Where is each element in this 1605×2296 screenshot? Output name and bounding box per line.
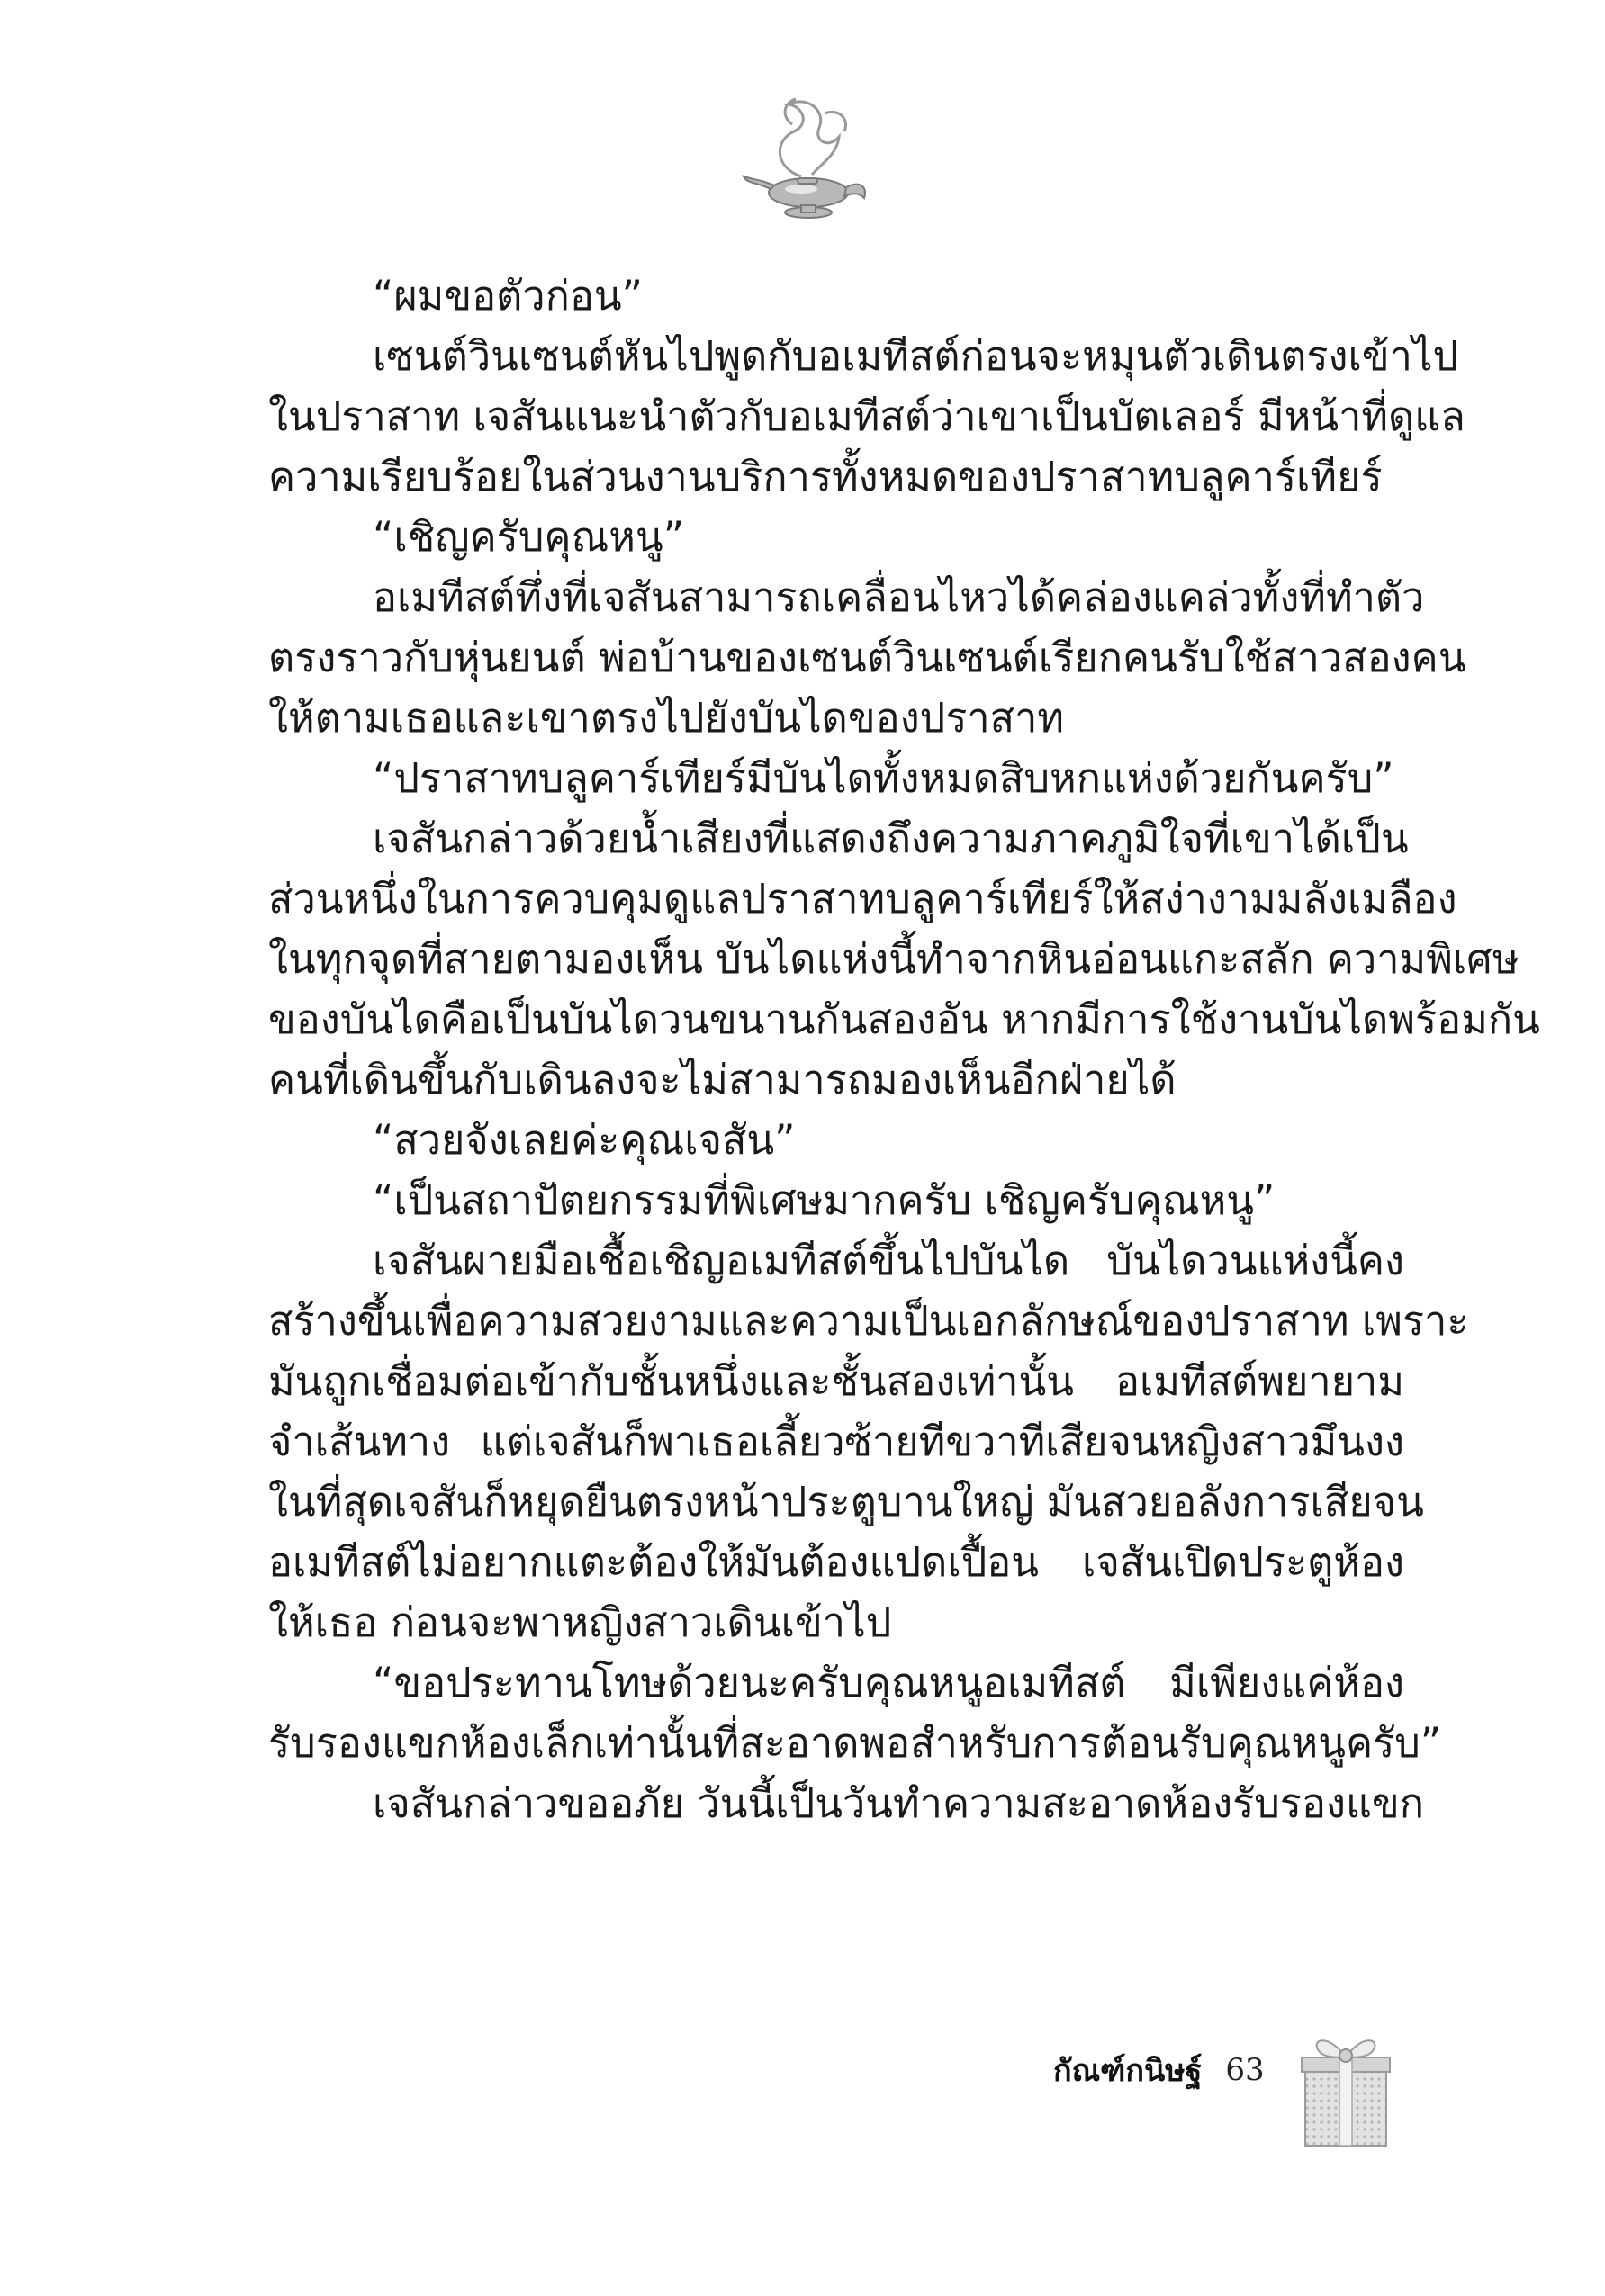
text-line: ของบันไดคือเป็นบันไดวนขนานกันสองอัน หากมีการใช้งานบันไดพร้อมกัน: [268, 995, 1540, 1043]
text-line: ในปราสาท เจสันแนะนำตัวกับอเมทีสต์ว่าเขาเป็นบัตเลอร์ มีหน้าที่ดูแล: [268, 392, 1465, 440]
gift-box-icon: [1296, 2025, 1395, 2151]
text-line: คนที่เดินขึ้นกับเดินลงจะไม่สามารถมองเห็นอีกฝ่ายได้: [268, 1056, 1177, 1103]
text-line: เจสันผายมือเชื้อเชิญอเมทีสต์ขึ้นไปบันได บันไดวนแห่งนี้คง: [373, 1237, 1404, 1284]
text-line: “เชิญครับคุณหนู”: [373, 513, 685, 561]
text-line: ให้เธอ ก่อนจะพาหญิงสาวเดินเข้าไป: [268, 1598, 892, 1646]
text-line: “ขอประทานโทษด้วยนะครับคุณหนูอเมทีสต์ มีเพียงแค่ห้อง: [373, 1659, 1404, 1706]
text-line: “ผมขอตัวก่อน”: [373, 272, 643, 320]
text-line: รับรองแขกห้องเล็กเท่านั้นที่สะอาดพอสำหรับการต้อนรับคุณหนูครับ”: [268, 1719, 1442, 1767]
text-line: ความเรียบร้อยในส่วนงานบริการทั้งหมดของปราสาทบลูคาร์เทียร์: [268, 453, 1383, 500]
text-line: อเมทีสต์ไม่อยากแตะต้องให้มันต้องแปดเปื้อน เจสันเปิดประตูห้อง: [268, 1538, 1404, 1586]
page-number: 63: [1225, 2052, 1265, 2088]
text-line: “สวยจังเลยค่ะคุณเจสัน”: [373, 1116, 796, 1164]
page-footer: [1053, 2043, 1265, 2097]
text-line: จำเส้นทาง แต่เจสันก็พาเธอเลี้ยวซ้ายทีขวาทีเสียจนหญิงสาวมึนงง: [268, 1418, 1404, 1465]
magic-lamp-icon: [738, 86, 873, 230]
text-line: สร้างขึ้นเพื่อความสวยงามและความเป็นเอกลักษณ์ของปราสาท เพราะ: [268, 1297, 1469, 1345]
text-line: อเมทีสต์ทึ่งที่เจสันสามารถเคลื่อนไหวได้คล่องแคล่วทั้งที่ทำตัว: [373, 573, 1425, 621]
text-line: ส่วนหนึ่งในการควบคุมดูแลปราสาทบลูคาร์เทียร์ให้สง่างามมลังเมลือง: [268, 875, 1457, 923]
book-title: กัณฑ์กนิษฐ์: [1053, 2053, 1203, 2089]
text-line: ตรงราวกับหุ่นยนต์ พ่อบ้านของเซนต์วินเซนต์เรียกคนรับใช้สาวสองคน: [268, 634, 1466, 681]
text-line: “ปราสาทบลูคาร์เทียร์มีบันไดทั้งหมดสิบหกแห่งด้วยกันครับ”: [373, 754, 1394, 802]
text-line: เจสันกล่าวด้วยน้ำเสียงที่แสดงถึงความภาคภูมิใจที่เขาได้เป็น: [373, 815, 1409, 862]
text-line: เซนต์วินเซนต์หันไปพูดกับอเมทีสต์ก่อนจะหมุนตัวเดินตรงเข้าไป: [373, 332, 1459, 380]
text-line: เจสันกล่าวขออภัย วันนี้เป็นวันทำความสะอาดห้องรับรองแขก: [373, 1779, 1424, 1827]
text-line: “เป็นสถาปัตยกรรมที่พิเศษมากครับ เชิญครับคุณหนู”: [373, 1176, 1276, 1224]
text-line: ในที่สุดเจสันก็หยุดยืนตรงหน้าประตูบานใหญ่ มันสวยอลังการเสียจน: [268, 1478, 1424, 1526]
text-line: ในทุกจุดที่สายตามองเห็น บันไดแห่งนี้ทำจากหินอ่อนแกะสลัก ความพิเศษ: [268, 935, 1519, 983]
text-line: มันถูกเชื่อมต่อเข้ากับชั้นหนึ่งและชั้นสองเท่านั้น อเมทีสต์พยายาม: [268, 1357, 1404, 1405]
text-line: ให้ตามเธอและเขาตรงไปยังบันไดของปราสาท: [268, 694, 1065, 742]
